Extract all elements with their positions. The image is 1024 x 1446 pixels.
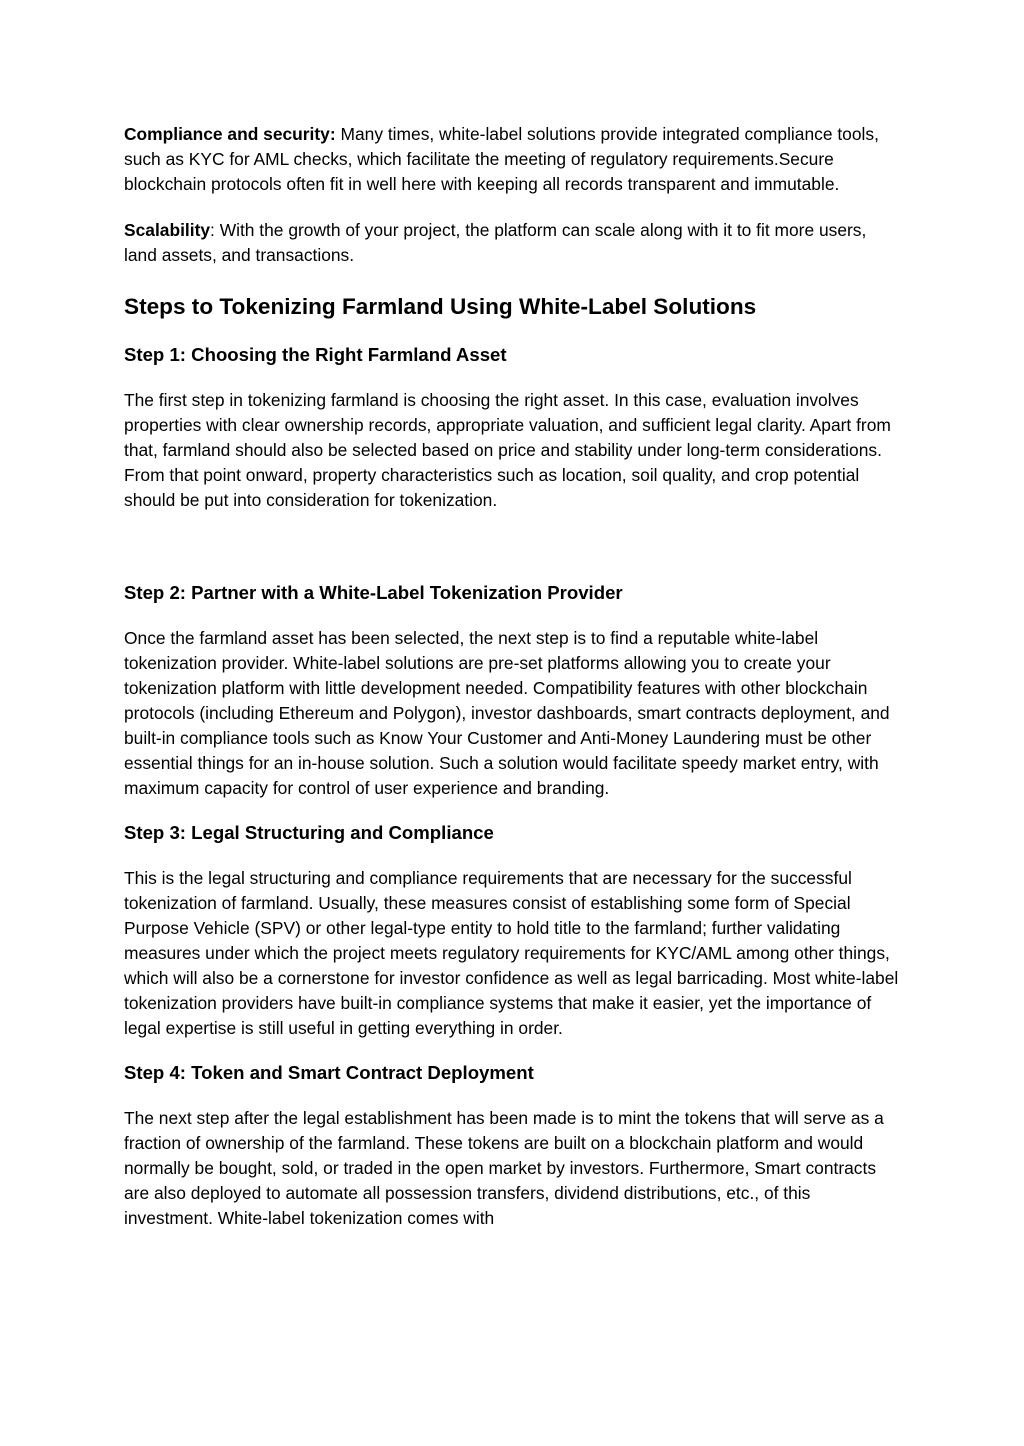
- compliance-paragraph: [124, 122, 904, 197]
- scalability-text: : With the growth of your project, the platform can scale along with it to fit more users, land assets, and transactions.: [124, 220, 867, 265]
- step-3-body: This is the legal structuring and compliance requirements that are necessary for the successful tokenization of farmland. Usually, these measures consist of establishing some form of Special Purpose Vehicle (SPV) or other legal-type entity to hold title to the farmland; further validating measures under which the project meets regulatory requirements for KYC/AML among other things, which will also be a cornerstone for investor confidence as well as legal barricading. Most white-label tokenization providers have built-in compliance systems that make it easier, yet the importance of legal expertise is still useful in getting everything in order.: [124, 868, 899, 1038]
- step-4-heading: Step 4: Token and Smart Contract Deployment: [124, 1062, 534, 1083]
- scalability-label: Scalability: [124, 220, 211, 240]
- compliance-label: Compliance and security:: [124, 124, 336, 144]
- step-2-body: Once the farmland asset has been selected, the next step is to find a reputable white-label tokenization provider. White-label solutions are pre-set platforms allowing you to create your tokenization platform with little development needed. Compatibility features with other blockchain protocols (including Ethereum and Polygon), investor dashboards, smart contracts deployment, and built-in compliance tools such as Know Your Customer and Anti-Money Laundering must be other essential things for an in-house solution. Such a solution would facilitate speedy market entry, with maximum capacity for control of user experience and branding.: [124, 628, 890, 798]
- document-page: [124, 122, 904, 1231]
- main-heading: Steps to Tokenizing Farmland Using White-Label Solutions: [124, 294, 757, 319]
- step-3-heading: Step 3: Legal Structuring and Compliance: [124, 822, 494, 843]
- step-1-heading: Step 1: Choosing the Right Farmland Asset: [124, 344, 507, 365]
- scalability-paragraph: [124, 218, 904, 268]
- step-4-body: The next step after the legal establishment has been made is to mint the tokens that will serve as a fraction of ownership of the farmland. These tokens are built on a blockchain platform and would normally be bought, sold, or traded in the open market by investors. Furthermore, Smart contracts are also deployed to automate all possession transfers, dividend distributions, etc., of this investment. White-label tokenization comes with: [124, 1108, 884, 1228]
- step-1-body: The first step in tokenizing farmland is choosing the right asset. In this case, evaluation involves properties with clear ownership records, appropriate valuation, and sufficient legal clarity. Apart from that, farmland should also be selected based on price and stability under long-term considerations. From that point onward, property characteristics such as location, soil quality, and crop potential should be put into consideration for tokenization.: [124, 390, 891, 510]
- step-2-heading: Step 2: Partner with a White-Label Tokenization Provider: [124, 582, 623, 603]
- compliance-text: Many times, white-label solutions provide integrated compliance tools, such as KYC for AML checks, which facilitate the meeting of regulatory requirements.Secure blockchain protocols often fit in well here with keeping all records transparent and immutable.: [124, 124, 879, 194]
